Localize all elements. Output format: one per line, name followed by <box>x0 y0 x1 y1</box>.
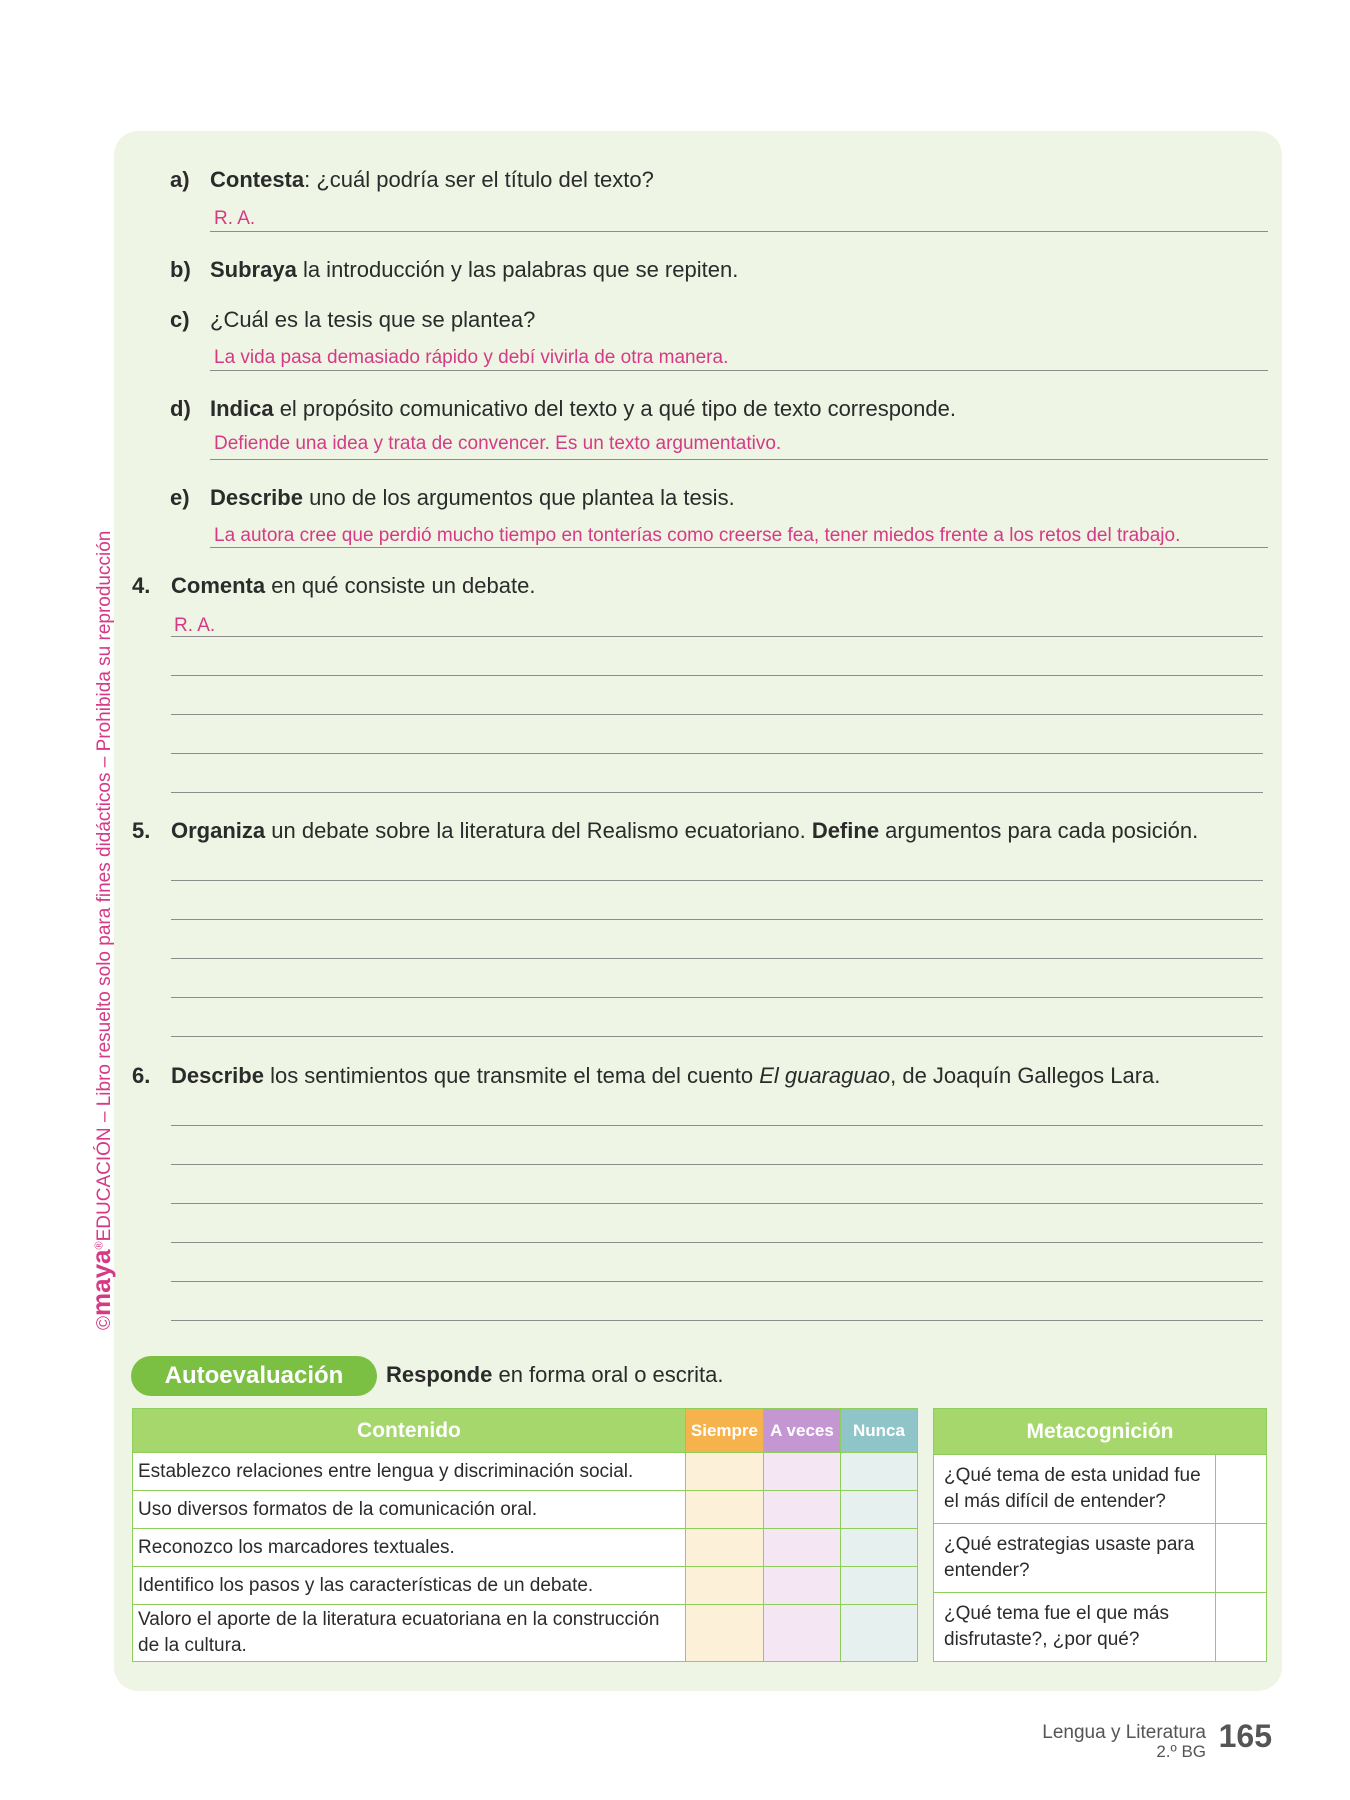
answer-line <box>171 1125 1263 1126</box>
cell-siempre[interactable] <box>685 1567 763 1605</box>
item-e: e) Describe uno de los argumentos que plantea la tesis. <box>170 485 735 510</box>
answer-c: La vida pasa demasiado rápido y debí vivirla de otra manera. <box>214 347 729 368</box>
answer-d: Defiende una idea y trata de convencer. Es un texto argumentativo. <box>214 433 782 454</box>
answer-line <box>171 1281 1263 1282</box>
question-5: 5. Organiza un debate sobre la literatura del Realismo ecuatoriano. Define argumentos para cada posición. <box>132 818 1199 843</box>
answer-line <box>171 1320 1263 1321</box>
row-text: ¿Qué estrategias usaste para entender? <box>934 1524 1216 1593</box>
answer-line <box>171 792 1263 793</box>
table-row <box>133 1491 918 1529</box>
row-text: Establezco relaciones entre lengua y discriminación social. <box>133 1453 686 1491</box>
cell-aveces[interactable] <box>764 1491 841 1529</box>
table-row <box>934 1524 1267 1593</box>
table-row <box>934 1455 1267 1524</box>
cell-nunca[interactable] <box>841 1491 918 1529</box>
page-number: 165 <box>1218 1718 1272 1754</box>
answer-line <box>171 880 1263 881</box>
question-6: 6. Describe los sentimientos que transmite el tema del cuento El guaraguao, de Joaquín Gallegos Lara. <box>132 1063 1161 1088</box>
autoevaluacion-badge: Autoevaluación <box>131 1356 377 1396</box>
brand-logo: maya <box>86 1249 116 1316</box>
page-footer <box>1042 1718 1272 1761</box>
item-c: c) ¿Cuál es la tesis que se plantea? <box>170 307 536 332</box>
answer-line <box>171 714 1263 715</box>
cell-nunca[interactable] <box>841 1567 918 1605</box>
cell-aveces[interactable] <box>764 1453 841 1491</box>
answer-line <box>210 370 1268 371</box>
header-metacognicion: Metacognición <box>934 1409 1267 1455</box>
row-text: ¿Qué tema fue el que más disfrutaste?, ¿por qué? <box>934 1593 1216 1662</box>
answer-line <box>171 958 1263 959</box>
header-aveces: A veces <box>764 1409 841 1453</box>
cell-aveces[interactable] <box>764 1567 841 1605</box>
answer-line <box>171 1203 1263 1204</box>
answer-4: R. A. <box>174 615 216 636</box>
question-4: 4. Comenta en qué consiste un debate. <box>132 573 536 598</box>
header-contenido: Contenido <box>133 1409 686 1453</box>
cell-siempre[interactable] <box>685 1453 763 1491</box>
footer-grade: 2.º BG <box>1156 1742 1206 1761</box>
answer-line <box>171 997 1263 998</box>
answer-cell[interactable] <box>1216 1524 1267 1593</box>
cell-siempre[interactable] <box>685 1605 763 1662</box>
row-text: Reconozco los marcadores textuales. <box>133 1529 686 1567</box>
cell-siempre[interactable] <box>685 1491 763 1529</box>
item-d: d) Indica el propósito comunicativo del texto y a qué tipo de texto corresponde. <box>170 396 956 421</box>
answer-cell[interactable] <box>1216 1593 1267 1662</box>
answer-line <box>171 1242 1263 1243</box>
cell-aveces[interactable] <box>764 1605 841 1662</box>
answer-cell[interactable] <box>1216 1455 1267 1524</box>
header-siempre: Siempre <box>685 1409 763 1453</box>
answer-line <box>210 459 1268 460</box>
answer-line <box>171 753 1263 754</box>
cell-nunca[interactable] <box>841 1529 918 1567</box>
header-nunca: Nunca <box>841 1409 918 1453</box>
row-text: Valoro el aporte de la literatura ecuatoriana en la construcción de la cultura. <box>133 1605 686 1662</box>
autoevaluacion-instruction: Responde en forma oral o escrita. <box>386 1362 724 1387</box>
cell-aveces[interactable] <box>764 1529 841 1567</box>
answer-line <box>171 1164 1263 1165</box>
sidebar-copyright: ©maya®EDUCACIÓN – Libro resuelto solo para fines didácticos – Prohibida su reproducción <box>86 530 116 1330</box>
cell-siempre[interactable] <box>685 1529 763 1567</box>
row-text: Uso diversos formatos de la comunicación oral. <box>133 1491 686 1529</box>
table-row <box>133 1529 918 1567</box>
answer-line <box>171 1036 1263 1037</box>
footer-subject: Lengua y Literatura <box>1042 1722 1206 1743</box>
autoevaluacion-table <box>132 1408 918 1662</box>
answer-line <box>210 231 1268 232</box>
table-row <box>133 1567 918 1605</box>
row-text: ¿Qué tema de esta unidad fue el más difícil de entender? <box>934 1455 1216 1524</box>
metacognicion-table <box>933 1408 1267 1662</box>
item-a: a) Contesta: ¿cuál podría ser el título del texto? <box>170 167 654 192</box>
cell-nunca[interactable] <box>841 1453 918 1491</box>
table-row <box>133 1453 918 1491</box>
answer-line <box>171 636 1263 637</box>
cell-nunca[interactable] <box>841 1605 918 1662</box>
row-text: Identifico los pasos y las características de un debate. <box>133 1567 686 1605</box>
table-row <box>133 1605 918 1662</box>
table-row <box>934 1593 1267 1662</box>
item-b: b) Subraya la introducción y las palabras que se repiten. <box>170 257 739 282</box>
answer-line <box>171 675 1263 676</box>
answer-e: La autora cree que perdió mucho tiempo en tonterías como creerse fea, tener miedos frente a los retos del trabajo. <box>214 525 1181 546</box>
answer-line <box>210 547 1268 548</box>
answer-a: R. A. <box>214 208 256 229</box>
answer-line <box>171 919 1263 920</box>
